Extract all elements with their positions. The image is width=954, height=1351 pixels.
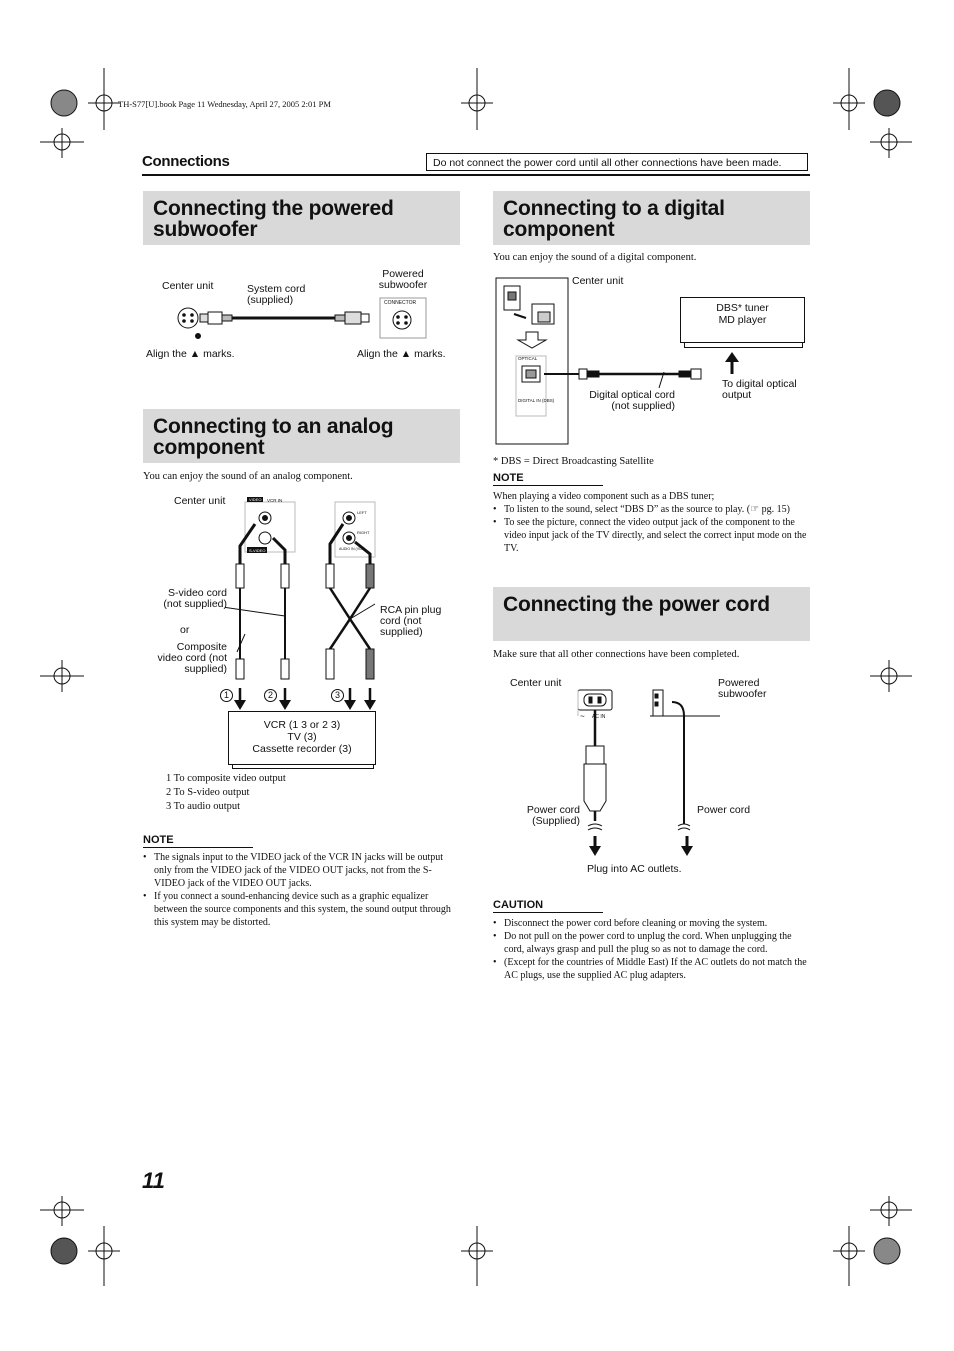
analog-legend-3: 3 To audio output [166, 801, 241, 812]
analog-intro: You can enjoy the sound of an analog component. [143, 471, 353, 482]
or-label: or [180, 624, 190, 636]
book-info-line: TH-S77[U].book Page 11 Wednesday, April 27, 2005 2:01 PM [118, 99, 331, 109]
to-digital-output-label: To digital optical output [722, 378, 797, 401]
align-marks-right-label: Align the ▲ marks. [357, 348, 446, 360]
system-cord-label: System cord (supplied) [247, 283, 306, 306]
digital-diagram [494, 276, 754, 446]
power-cord-label: Power cord [697, 804, 751, 816]
vcr-in-label: VCR IN [267, 498, 283, 503]
power-warning-box: Do not connect the power cord until all other connections have been made. [426, 153, 808, 171]
left-jack-label: LEFT [357, 510, 367, 515]
ac-in-label: AC IN [592, 714, 606, 720]
analog-note-item: • If you connect a sound-enhancing device such as a graphic equalizer between the source components and this system, the sound output through this system may be distorted. [143, 890, 461, 929]
analog-note-item: • The signals input to the VIDEO jack of the VCR IN jacks will be output only from the VIDEO jack of the VIDEO OUT jacks, not from the S-VIDEO jack of the VIDEO OUT jacks. [143, 851, 461, 890]
power-heading: Connecting the power cord [493, 587, 810, 641]
digital-center-unit-label: Center unit [572, 275, 624, 287]
composite-cord-label: Composite video cord (not supplied) [157, 641, 227, 675]
analog-heading: Connecting to an analog component [143, 409, 460, 463]
section-title: Connections [142, 153, 230, 170]
sub-powered-subwoofer-label: Powered subwoofer [378, 268, 428, 291]
digital-note-item: • To listen to the sound, select “DBS D” as the source to play. (☞ pg. 15) [493, 503, 811, 516]
analog-notes [143, 851, 461, 929]
subwoofer-heading: Connecting the powered subwoofer [143, 191, 460, 245]
caution-item: • Disconnect the power cord before cleaning or moving the system. [493, 917, 811, 930]
right-jack-label: RIGHT [357, 530, 370, 535]
vcr-box-line1: VCR (1 3 or 2 3) [263, 719, 341, 731]
connector-label: CONNECTOR [384, 300, 417, 306]
power-diagram [560, 686, 720, 866]
svideo-jack-label: S-VIDEO [249, 548, 266, 553]
optical-label: OPTICAL [518, 356, 538, 361]
caution-list [493, 917, 811, 982]
dbs-footnote: * DBS = Direct Broadcasting Satellite [493, 456, 654, 467]
subwoofer-diagram [170, 290, 440, 350]
dbs-tuner-label: DBS* tuner [716, 302, 769, 314]
analog-legend-2: 2 To S-video output [166, 787, 250, 798]
digital-note-intro: When playing a video component such as a DBS tuner; [493, 491, 715, 502]
digital-notes [493, 503, 811, 555]
digital-intro: You can enjoy the sound of a digital component. [493, 252, 697, 263]
marker-1: 1 [220, 689, 233, 702]
page-number: 11 [142, 1168, 165, 1193]
caution-title: CAUTION [493, 899, 603, 913]
analog-arrows [230, 686, 390, 712]
power-intro: Make sure that all other connections have been completed. [493, 649, 740, 660]
svg-text:~: ~ [580, 712, 585, 721]
caution-item: • Do not pull on the power cord to unplug the cord. When unplugging the cord, always grasp and pull the plug so as not to damage the cord. [493, 930, 811, 956]
digital-in-label: DIGITAL IN (DBS) [518, 398, 555, 403]
audio-in-label: AUDIO IN (VCR) [339, 547, 366, 551]
analog-legend-1: 1 To composite video output [166, 773, 286, 784]
marker-2: 2 [264, 689, 277, 702]
digital-cord-label: Digital optical cord (not supplied) [589, 389, 675, 412]
header-rule [142, 174, 810, 176]
vcr-box-line2: TV (3) [287, 731, 317, 743]
plug-into-ac-label: Plug into AC outlets. [587, 863, 682, 875]
analog-note-title: NOTE [143, 834, 253, 848]
power-cord-supplied-label: Power cord (Supplied) [526, 804, 580, 827]
video-jack-label: VIDEO [249, 497, 262, 502]
analog-center-unit-label: Center unit [174, 495, 226, 507]
vcr-box-line3: Cassette recorder (3) [252, 743, 352, 755]
align-marks-left-label: Align the ▲ marks. [146, 348, 235, 360]
power-subwoofer-label: Powered subwoofer [718, 677, 767, 700]
caution-item: • (Except for the countries of Middle East) If the AC outlets do not match the AC plugs, use the supplied AC plug adapters. [493, 956, 811, 982]
rca-cord-label: RCA pin plug cord (not supplied) [380, 604, 442, 638]
md-player-label: MD player [718, 314, 767, 326]
svideo-cord-label: S-video cord (not supplied) [163, 587, 227, 610]
digital-note-title: NOTE [493, 472, 603, 486]
power-center-unit-label: Center unit [510, 677, 562, 689]
sub-center-unit-label: Center unit [162, 280, 214, 292]
vcr-box [228, 711, 376, 765]
digital-heading: Connecting to a digital component [493, 191, 810, 245]
marker-3: 3 [331, 689, 344, 702]
analog-diagram [225, 494, 385, 694]
digital-note-item: • To see the picture, connect the video output jack of the component to the video input jack of the TV directly, and select the correct input mode on the TV. [493, 516, 811, 555]
vcr-box-base [232, 765, 374, 769]
